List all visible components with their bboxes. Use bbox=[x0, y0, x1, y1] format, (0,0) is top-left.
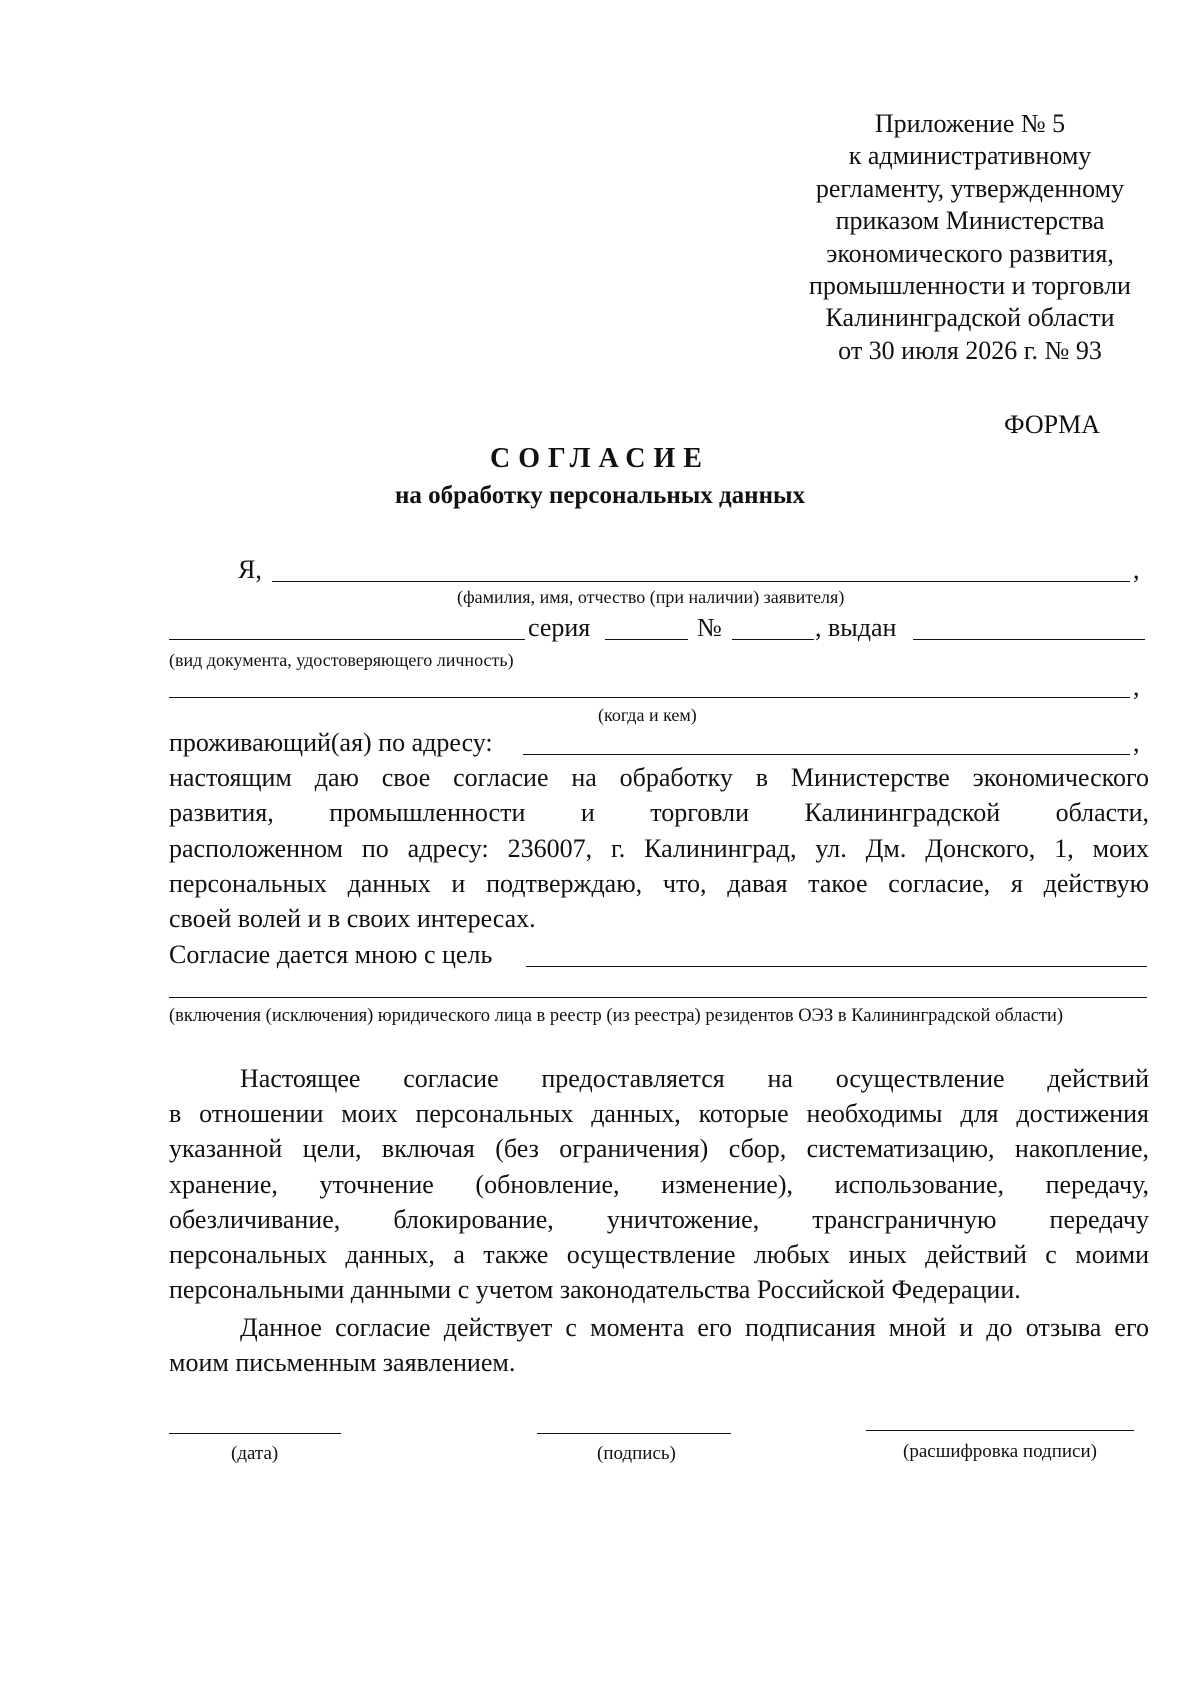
appendix-line: Калининградской области bbox=[825, 303, 1115, 333]
appendix-line: к административному bbox=[848, 141, 1092, 171]
address-label: проживающий(ая) по адресу: bbox=[169, 728, 493, 757]
purpose-field[interactable] bbox=[526, 966, 1147, 967]
document-type-field[interactable] bbox=[169, 639, 525, 640]
actions-line: указанной цели, включая (без ограничения) сбор, систематизацию, накопление, bbox=[169, 1134, 1149, 1163]
actions-line: в отношении моих персональных данных, которые необходимы для достижения bbox=[169, 1099, 1149, 1128]
seria-label: серия bbox=[528, 613, 591, 642]
signature-caption: (подпись) bbox=[597, 1443, 676, 1464]
comma: , bbox=[1133, 728, 1140, 757]
consent-line: персональных данных и подтверждаю, что, давая такое согласие, я действую bbox=[169, 869, 1149, 898]
validity-line: Данное согласие действует с момента его подписания мной и до отзыва его bbox=[240, 1313, 1149, 1342]
issuer-field[interactable] bbox=[169, 697, 1130, 698]
issued-field[interactable] bbox=[913, 639, 1145, 640]
comma: , bbox=[1133, 672, 1140, 701]
actions-line: персональными данными с учетом законодательства Российской Федерации. bbox=[169, 1275, 1021, 1304]
appendix-line: регламенту, утвержденному bbox=[815, 173, 1125, 203]
comma: , bbox=[1133, 555, 1140, 584]
actions-line: обезличивание, блокирование, уничтожение, трансграничную передачу bbox=[169, 1205, 1149, 1234]
when-caption: (когда и кем) bbox=[598, 705, 697, 725]
document-title: СОГЛАСИЕ bbox=[490, 443, 710, 474]
appendix-header bbox=[760, 108, 1180, 367]
transcript-field[interactable] bbox=[866, 1430, 1134, 1431]
validity-line: моим письменным заявлением. bbox=[169, 1348, 516, 1377]
address-field[interactable] bbox=[523, 754, 1130, 755]
fio-caption: (фамилия, имя, отчество (при наличии) заявителя) bbox=[457, 587, 845, 607]
actions-line: хранение, уточнение (обновление, изменение), использование, передачу, bbox=[169, 1170, 1149, 1199]
actions-line: персональных данных, а также осуществление любых иных действий с моими bbox=[169, 1240, 1149, 1269]
appendix-line: экономического развития, bbox=[826, 238, 1114, 268]
transcript-caption: (расшифровка подписи) bbox=[903, 1441, 1097, 1462]
number-field[interactable] bbox=[732, 639, 814, 640]
actions-line: Настоящее согласие предоставляется на осуществление действий bbox=[240, 1064, 1149, 1093]
purpose-field-2[interactable] bbox=[169, 997, 1147, 998]
appendix-line: Приложение № 5 bbox=[874, 109, 1066, 138]
appendix-line: от 30 июля 2026 г. № 93 bbox=[838, 335, 1102, 365]
consent-line: развития, промышленности и торговли Калининградской области, bbox=[169, 798, 1149, 827]
consent-line: расположенном по адресу: 236007, г. Калининград, ул. Дм. Донского, 1, моих bbox=[169, 834, 1149, 863]
seria-field[interactable] bbox=[605, 639, 688, 640]
consent-line: своей волей и в своих интересах. bbox=[169, 904, 536, 933]
ya-label: Я, bbox=[238, 555, 262, 584]
date-caption: (дата) bbox=[231, 1443, 279, 1464]
purpose-label: Согласие дается мною с цель bbox=[169, 940, 493, 969]
date-field[interactable] bbox=[169, 1433, 341, 1434]
appendix-line: промышленности и торговли bbox=[809, 271, 1131, 301]
issued-label: , выдан bbox=[815, 613, 897, 642]
document-caption: (вид документа, удостоверяющего личность) bbox=[169, 650, 514, 670]
consent-line: настоящим даю свое согласие на обработку в Министерстве экономического bbox=[169, 763, 1149, 792]
appendix-line: приказом Министерства bbox=[835, 206, 1105, 236]
form-label: ФОРМА bbox=[1004, 410, 1100, 439]
signature-field[interactable] bbox=[537, 1433, 731, 1434]
document-subtitle: на обработку персональных данных bbox=[395, 482, 805, 509]
number-label: № bbox=[697, 613, 722, 642]
purpose-caption: (включения (исключения) юридического лица в реестр (из реестра) резидентов ОЭЗ в Калининградской области) bbox=[169, 1006, 1064, 1026]
fio-field[interactable] bbox=[272, 581, 1130, 582]
